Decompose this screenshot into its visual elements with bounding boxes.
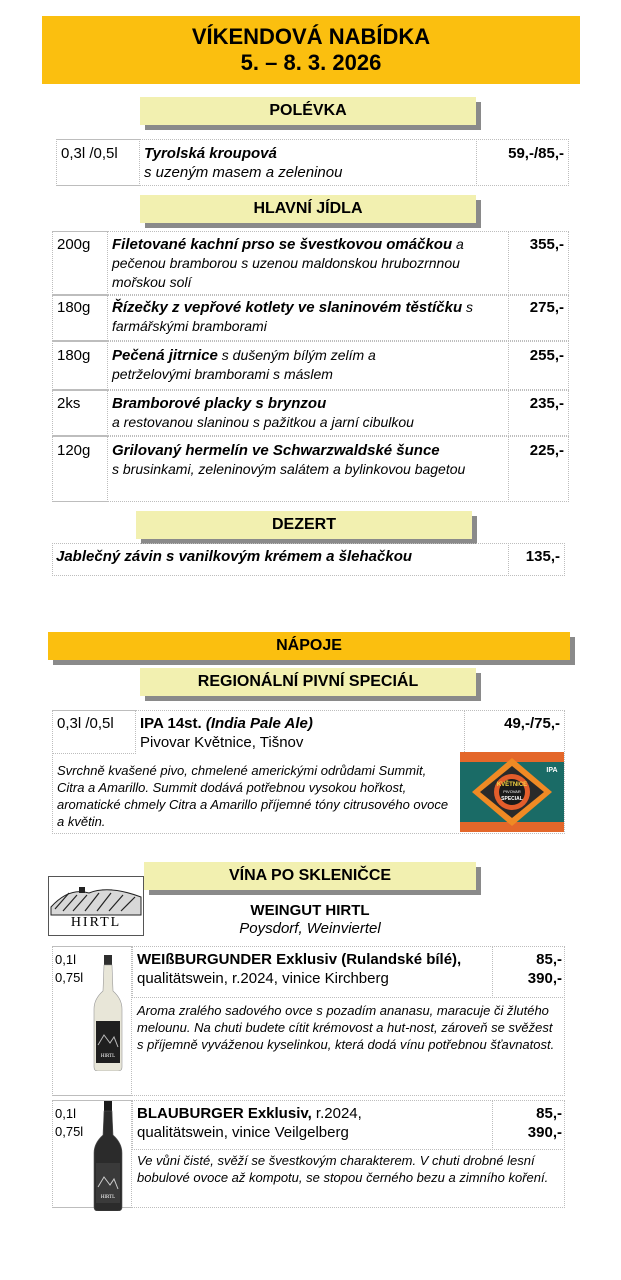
wine-desc: Aroma zralého sadového ovce s pozadím ananasu, maracuje či žlutého melounu. Na chuti budete cítit krémovost a hut-nost, zároveň se svěžest s příjemně vyváženou kyselinkou, která dodá vínu potřebnou šťavnatost. (137, 1003, 555, 1052)
winery-place: Poysdorf, Weinviertel (239, 920, 381, 937)
beer-label-brand: KVĚTNICE (496, 782, 528, 788)
dish-name: Filetované kachní prso se švestkovou omáčkou (112, 236, 453, 253)
bottle-icon (92, 955, 124, 1071)
white-wine-bottle-image (92, 955, 124, 1076)
dessert-name (56, 547, 506, 566)
soup-price: 59,-/85,- (508, 145, 564, 162)
beer-price: 49,-/75,- (504, 715, 560, 732)
dish-desc: a restovanou slaninou s pažitkou a jarní cibulkou (112, 414, 414, 430)
beer-text (140, 714, 460, 752)
red-wine-bottle-image (92, 1101, 124, 1216)
wine-price-glass: 85,- (536, 1105, 562, 1122)
dish-price: 355,- (529, 236, 564, 253)
soup-qty: 0,3l /0,5l (61, 145, 118, 162)
section-wine-heading: VÍNA PO SKLENIČCE (144, 862, 476, 890)
wine-price-glass: 85,- (536, 951, 562, 968)
dish-desc: s farmářskými bramborami (112, 299, 474, 334)
bottle-icon (92, 1101, 124, 1211)
beer-label-art (460, 752, 564, 832)
section-mains-heading: HLAVNÍ JÍDLA (140, 195, 476, 223)
hirtl-logo-text: HIRTL (70, 915, 122, 930)
dish-qty: 120g (57, 442, 91, 459)
dish-name: Pečená jitrnice (112, 347, 218, 364)
vineyard-icon (49, 879, 143, 919)
dish-desc: a pečenou bramborou s uzenou maldonskou hrubozrnnou mořskou solí (112, 236, 464, 290)
beer-style: (India Pale Ale) (205, 715, 313, 732)
section-beer-heading: REGIONÁLNÍ PIVNÍ SPECIÁL (140, 668, 476, 696)
beer-qty: 0,3l /0,5l (57, 715, 114, 732)
dish-desc: s brusinkami, zeleninovým salátem a bylinkovou bagetou (112, 461, 466, 477)
soup-desc: s uzeným masem a zeleninou (144, 164, 343, 181)
dish-text (112, 298, 506, 336)
beer-desc: Svrchně kvašené pivo, chmelené americkými odrůdami Summit, Citra a Amarillo. Summit dodává potřebnou vysokou hořkost, aromatické chmely Citra a Amarillo příjemné tóny citrusového ovoce a květin. (57, 763, 449, 829)
hirtl-logo (48, 876, 144, 936)
dish-name: Bramborové placky s brynzou (112, 395, 327, 412)
dessert-price: 135,- (525, 548, 560, 565)
offer-dates: 5. – 8. 3. 2026 (240, 50, 382, 75)
drinks-banner: NÁPOJE (48, 632, 570, 660)
wine-text (137, 950, 490, 988)
beer-brewery: Pivovar Květnice, Tišnov (140, 734, 304, 751)
dish-text (112, 235, 506, 292)
soup-name: Tyrolská kroupová (144, 145, 277, 162)
wine-desc: Ve vůni čisté, svěží se švestkovým charakterem. V chuti drobné lesní bobulové ovoce až kompotu, se stopou černého bezu a zimního koření. (137, 1153, 549, 1185)
section-dessert-heading: DEZERT (136, 511, 472, 539)
header-banner (42, 16, 580, 84)
dish-price: 255,- (529, 347, 564, 364)
dish-text (112, 441, 508, 479)
beer-label-image (460, 752, 564, 832)
bottle-label-text: HIRTL (100, 1195, 116, 1200)
bottle-label-text: HIRTL (100, 1054, 116, 1059)
wine-qty-glass: 0,1l (55, 952, 76, 967)
dish-name: Řízečky z vepřové kotlety ve slaninovém těstíčku (112, 299, 463, 316)
dish-text (112, 346, 442, 384)
wine-qty-glass: 0,1l (55, 1106, 76, 1121)
dish-price: 225,- (529, 442, 564, 459)
dish-text (112, 394, 506, 432)
wine-detail: qualitätswein, r.2024, vinice Kirchberg (137, 970, 389, 987)
beer-name: IPA 14st. (140, 715, 202, 732)
wine-qty-bottle: 0,75l (55, 970, 84, 985)
wine-price-bottle: 390,- (527, 1124, 562, 1141)
dish-price: 275,- (529, 299, 564, 316)
beer-label-special: SPECIAL (501, 796, 523, 802)
dish-desc: s dušeným bílým zelím a petrželovými bramborami s máslem (112, 347, 376, 382)
dish-qty: 180g (57, 299, 91, 316)
beer-label-ipa: IPA (546, 767, 558, 774)
soup-text (144, 144, 474, 182)
beer-label-sub: PIVOVAR (503, 789, 521, 794)
wine-qty-bottle: 0,75l (55, 1124, 84, 1139)
wine-name: WEIßBURGUNDER Exklusiv (Rulandské bílé), (137, 951, 462, 968)
section-soup-heading: POLÉVKA (140, 97, 476, 125)
wine-text (137, 1104, 437, 1142)
dish-name: Grilovaný hermelín ve Schwarzwaldské šunce (112, 442, 440, 459)
winery-name: WEINGUT HIRTL (250, 902, 370, 919)
wine-price-bottle: 390,- (527, 970, 562, 987)
dish-qty: 2ks (57, 395, 81, 412)
wine-name: BLAUBURGER Exklusiv, (137, 1105, 312, 1122)
dish-qty: 200g (57, 236, 91, 253)
dish-qty: 180g (57, 347, 91, 364)
page-title: VÍKENDOVÁ NABÍDKA (191, 24, 431, 49)
dessert-name-text: Jablečný závin s vanilkovým krémem a šlehačkou (56, 548, 413, 565)
wine-detail: r.2024, qualitätswein, vinice Veilgelberg (137, 1105, 362, 1141)
dish-price: 235,- (529, 395, 564, 412)
